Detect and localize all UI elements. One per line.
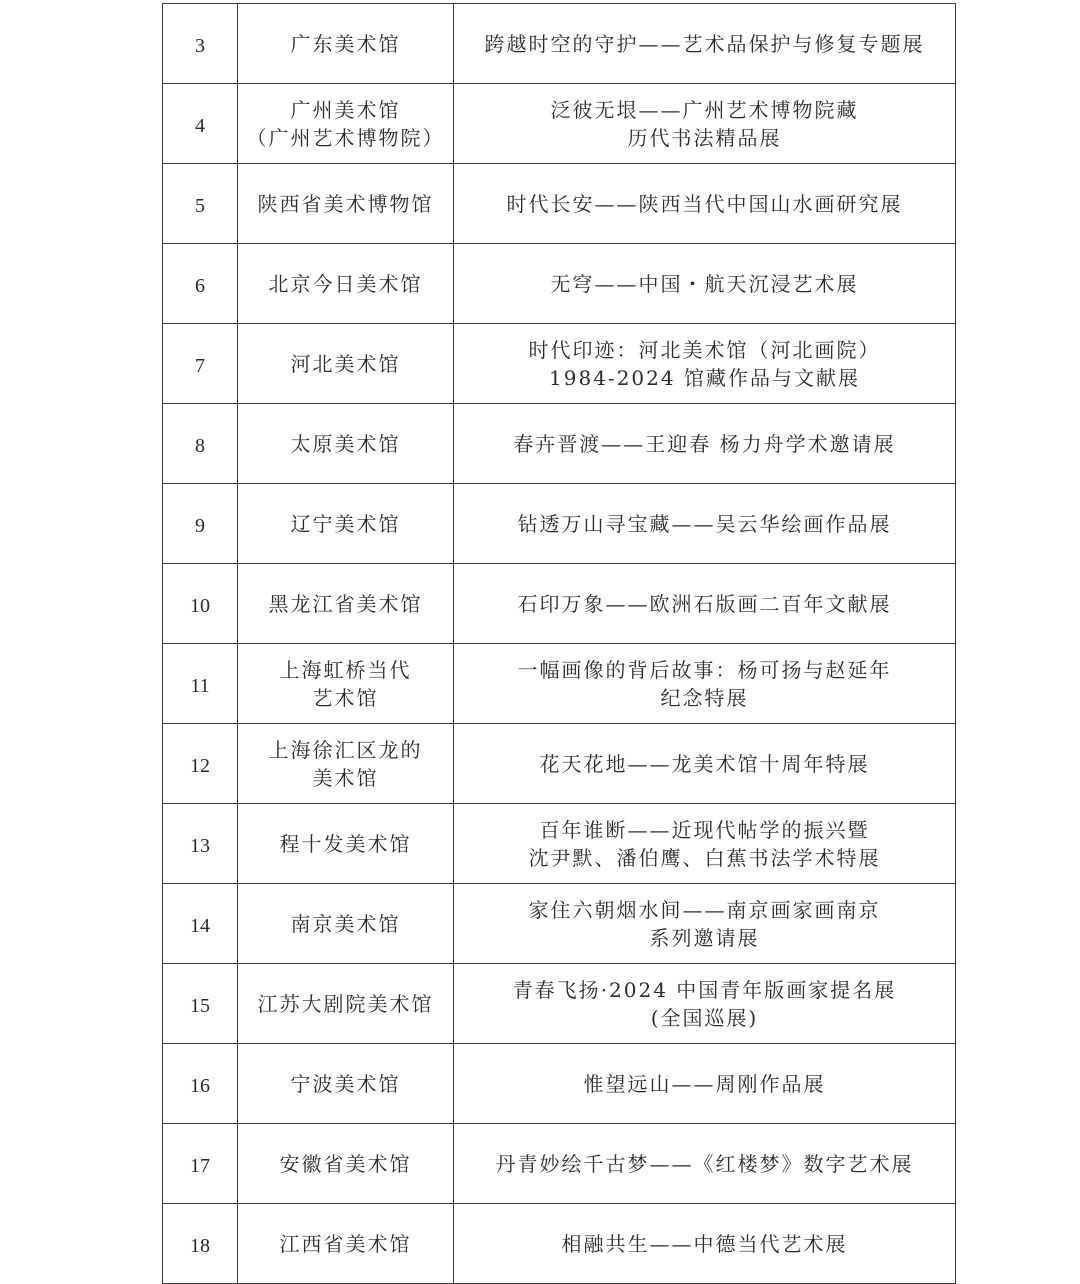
- venue-name-line: 南京美术馆: [290, 911, 401, 936]
- venue-name-line: 广州美术馆: [290, 97, 401, 122]
- row-number-cell: 15: [163, 964, 238, 1044]
- exhibition-title-line: 春卉晋渡——王迎春 杨力舟学术邀请展: [513, 431, 896, 456]
- exhibition-cell: [454, 324, 956, 404]
- table-row: [163, 404, 956, 484]
- exhibition-cell: [454, 484, 956, 564]
- row-number-cell: 16: [163, 1044, 238, 1124]
- venue-cell: [238, 4, 454, 84]
- venue-name-line: 辽宁美术馆: [290, 511, 401, 536]
- venue-name-line: （广州艺术博物院）: [246, 125, 445, 150]
- row-number-cell: 12: [163, 724, 238, 804]
- venue-cell: [238, 244, 454, 324]
- exhibition-title-line: 家住六朝烟水间——南京画家画南京: [528, 897, 881, 922]
- venue-cell: [238, 564, 454, 644]
- exhibition-title-line: 丹青妙绘千古梦——《红楼梦》数字艺术展: [495, 1151, 914, 1176]
- exhibition-cell: [454, 884, 956, 964]
- row-number-cell: 18: [163, 1204, 238, 1284]
- venue-name-line: 江西省美术馆: [279, 1231, 412, 1256]
- table-row: [163, 324, 956, 404]
- table-row: [163, 4, 956, 84]
- table-row: [163, 244, 956, 324]
- row-number-cell: 13: [163, 804, 238, 884]
- venue-name-line: 河北美术馆: [290, 351, 401, 376]
- table-row: [163, 1044, 956, 1124]
- exhibition-cell: [454, 1124, 956, 1204]
- venue-cell: [238, 1124, 454, 1204]
- venue-name-line: 陕西省美术博物馆: [257, 191, 434, 216]
- row-number-cell: 10: [163, 564, 238, 644]
- venue-name-line: 上海虹桥当代: [279, 657, 412, 682]
- exhibition-title-line: 跨越时空的守护——艺术品保护与修复专题展: [484, 31, 925, 56]
- exhibition-title-line: 系列邀请展: [649, 925, 760, 950]
- venue-cell: [238, 404, 454, 484]
- table-row: [163, 564, 956, 644]
- exhibition-table-body: [163, 4, 956, 1284]
- table-row: [163, 804, 956, 884]
- exhibition-title-line: 纪念特展: [660, 685, 749, 710]
- exhibition-title-line: 石印万象——欧洲石版画二百年文献展: [517, 591, 892, 616]
- venue-cell: [238, 644, 454, 724]
- exhibition-cell: [454, 244, 956, 324]
- exhibition-title-line: 一幅画像的背后故事：杨可扬与赵延年: [517, 657, 892, 682]
- venue-cell: [238, 484, 454, 564]
- venue-name-line: 太原美术馆: [290, 431, 401, 456]
- row-number-cell: 3: [163, 4, 238, 84]
- venue-cell: [238, 804, 454, 884]
- table-row: [163, 1124, 956, 1204]
- row-number-cell: 7: [163, 324, 238, 404]
- exhibition-cell: [454, 644, 956, 724]
- venue-name-line: 程十发美术馆: [279, 831, 412, 856]
- venue-name-line: 安徽省美术馆: [279, 1151, 412, 1176]
- venue-cell: [238, 724, 454, 804]
- table-row: [163, 1204, 956, 1284]
- row-number-cell: 6: [163, 244, 238, 324]
- venue-name-line: 黑龙江省美术馆: [268, 591, 423, 616]
- exhibition-title-line: 时代长安——陕西当代中国山水画研究展: [506, 191, 903, 216]
- exhibition-cell: [454, 1044, 956, 1124]
- venue-name-line: 上海徐汇区龙的: [268, 737, 423, 762]
- exhibition-title-line: 钻透万山寻宝藏——吴云华绘画作品展: [517, 511, 892, 536]
- venue-cell: [238, 1044, 454, 1124]
- exhibition-title-line: 历代书法精品展: [627, 125, 782, 150]
- venue-cell: [238, 1204, 454, 1284]
- table-row: [163, 964, 956, 1044]
- table-row: [163, 84, 956, 164]
- venue-name-line: 艺术馆: [312, 685, 379, 710]
- venue-name-line: 宁波美术馆: [290, 1071, 401, 1096]
- exhibition-title-line: 花天花地——龙美术馆十周年特展: [539, 751, 870, 776]
- venue-name-line: 江苏大剧院美术馆: [257, 991, 434, 1016]
- exhibition-cell: [454, 804, 956, 884]
- exhibition-cell: [454, 964, 956, 1044]
- exhibition-cell: [454, 1204, 956, 1284]
- exhibition-cell: [454, 724, 956, 804]
- venue-cell: [238, 324, 454, 404]
- exhibition-title-line: 1984-2024 馆藏作品与文献展: [549, 365, 860, 390]
- row-number-cell: 5: [163, 164, 238, 244]
- venue-cell: [238, 884, 454, 964]
- exhibition-title-line: 惟望远山——周刚作品展: [583, 1071, 826, 1096]
- exhibition-title-line: 百年谁断——近现代帖学的振兴暨: [539, 817, 870, 842]
- row-number-cell: 4: [163, 84, 238, 164]
- exhibition-cell: [454, 404, 956, 484]
- exhibition-table: [162, 3, 956, 1284]
- exhibition-title-line: (全国巡展): [650, 1005, 759, 1030]
- table-row: [163, 484, 956, 564]
- row-number-cell: 17: [163, 1124, 238, 1204]
- row-number-cell: 14: [163, 884, 238, 964]
- exhibition-cell: [454, 564, 956, 644]
- venue-name-line: 广东美术馆: [290, 31, 401, 56]
- venue-cell: [238, 84, 454, 164]
- exhibition-title-line: 无穹——中国・航天沉浸艺术展: [550, 271, 859, 296]
- exhibition-title-line: 时代印迹：河北美术馆（河北画院）: [528, 337, 881, 362]
- exhibition-title-line: 沈尹默、潘伯鹰、白蕉书法学术特展: [528, 845, 881, 870]
- exhibition-cell: [454, 84, 956, 164]
- exhibition-title-line: 泛彼无垠——广州艺术博物院藏: [550, 97, 859, 122]
- table-row: [163, 164, 956, 244]
- table-row: [163, 724, 956, 804]
- venue-cell: [238, 164, 454, 244]
- row-number-cell: 11: [163, 644, 238, 724]
- row-number-cell: 8: [163, 404, 238, 484]
- table-row: [163, 644, 956, 724]
- exhibition-title-line: 相融共生——中德当代艺术展: [561, 1231, 848, 1256]
- table-row: [163, 884, 956, 964]
- venue-cell: [238, 964, 454, 1044]
- row-number-cell: 9: [163, 484, 238, 564]
- exhibition-cell: [454, 4, 956, 84]
- exhibition-cell: [454, 164, 956, 244]
- venue-name-line: 美术馆: [312, 765, 379, 790]
- exhibition-title-line: 青春飞扬·2024 中国青年版画家提名展: [512, 977, 897, 1002]
- venue-name-line: 北京今日美术馆: [268, 271, 423, 296]
